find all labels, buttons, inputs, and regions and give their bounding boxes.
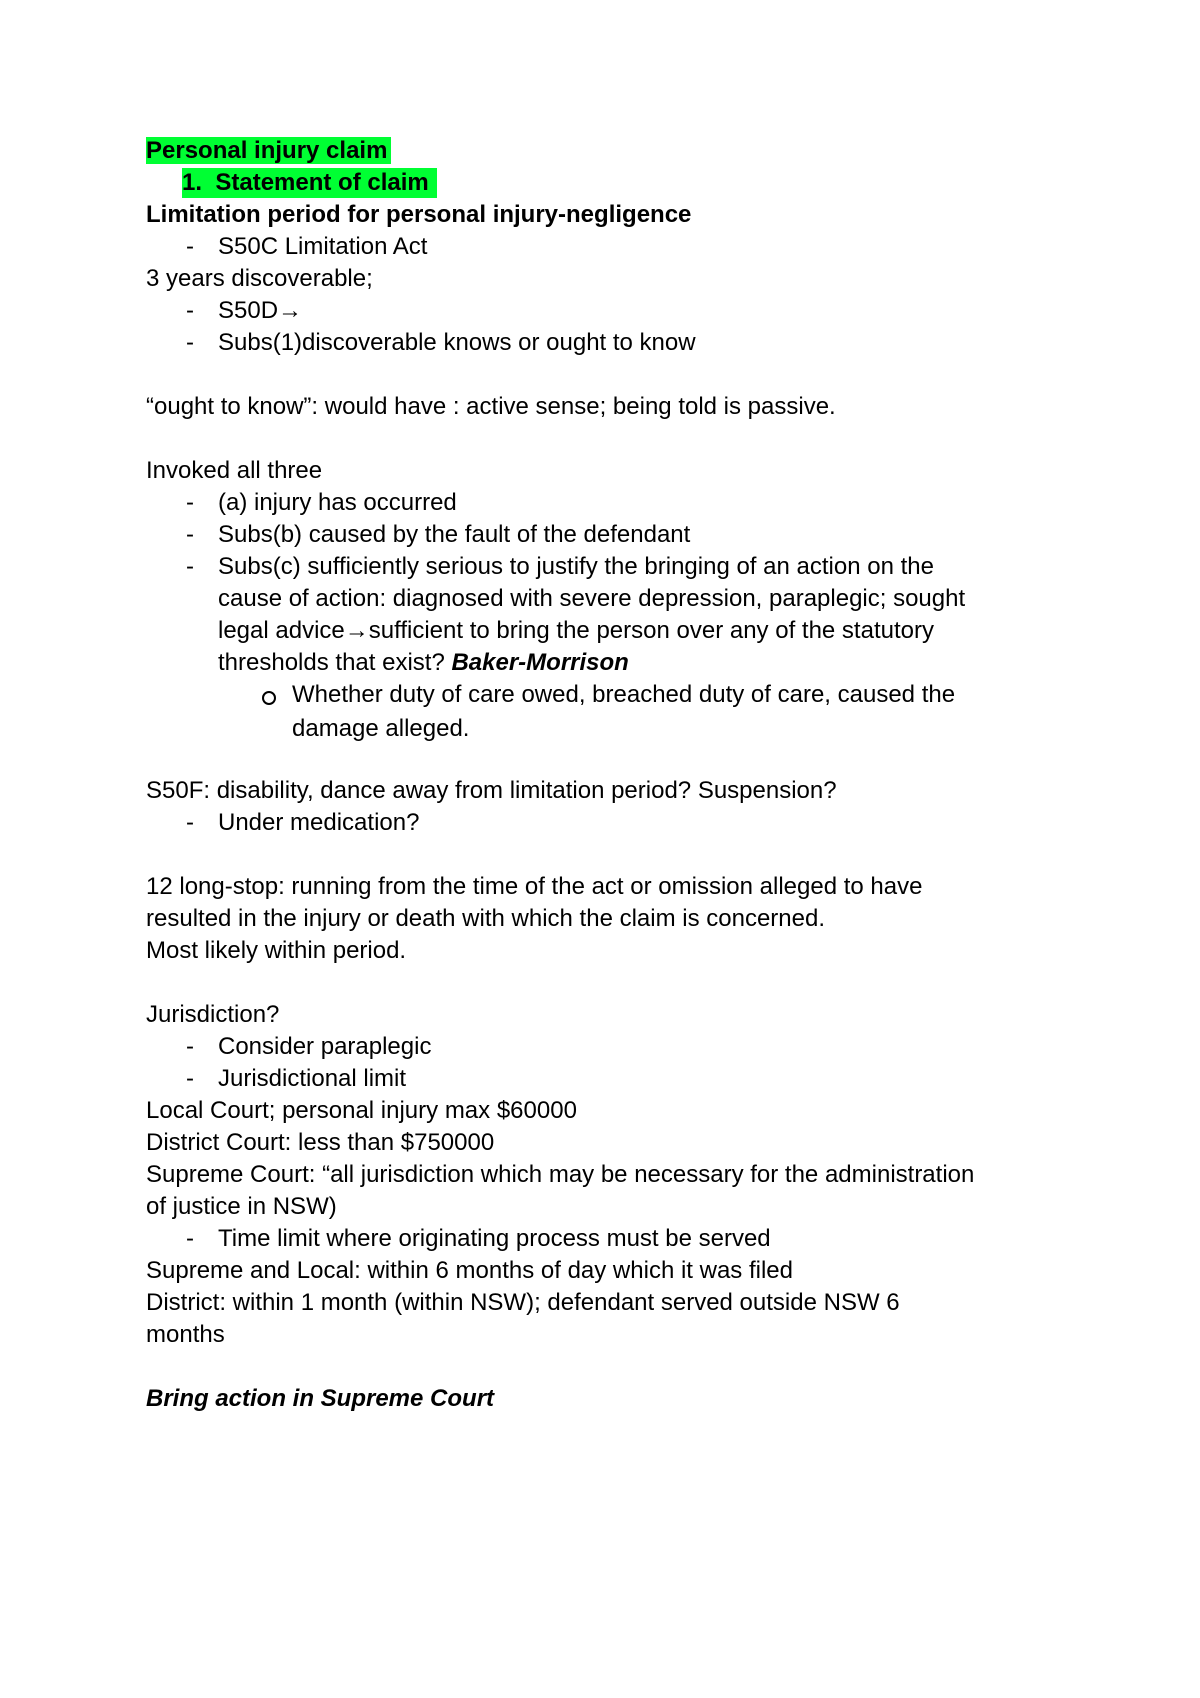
bullet-marker: - xyxy=(186,809,194,836)
supreme-court-line1: Supreme Court: “all jurisdiction which may be necessary for the administration xyxy=(146,1161,975,1188)
district-service-line2: months xyxy=(146,1321,225,1348)
bullet-marker: - xyxy=(186,233,194,260)
sub-bullet-line2: damage alleged. xyxy=(292,715,470,742)
bullet-b: Subs(b) caused by the fault of the defendant xyxy=(218,521,691,548)
bullet-c-line4 xyxy=(218,648,629,678)
bullet-jurisdictional-limit: Jurisdictional limit xyxy=(218,1065,407,1092)
supreme-court-line2: of justice in NSW) xyxy=(146,1193,337,1220)
heading-statement-of-claim xyxy=(182,168,437,198)
heading-text: Statement of claim xyxy=(215,169,429,196)
longstop-line2: resulted in the injury or death with which the claim is concerned. xyxy=(146,905,826,932)
heading-number: 1. xyxy=(182,169,203,196)
bullet-c-line2: cause of action: diagnosed with severe depression, paraplegic; sought xyxy=(218,585,966,612)
title-highlight: Personal injury claim xyxy=(146,137,391,164)
longstop-line1: 12 long-stop: running from the time of the act or omission alleged to have xyxy=(146,873,923,900)
three-years-text: 3 years discoverable; xyxy=(146,265,373,292)
s50f-text: S50F: disability, dance away from limitation period? Suspension? xyxy=(146,777,837,804)
circle-bullet-icon xyxy=(262,691,276,705)
ought-to-know-text: “ought to know”: would have : active sense; being told is passive. xyxy=(146,393,836,420)
invoked-text: Invoked all three xyxy=(146,457,323,484)
bullet-paraplegic: Consider paraplegic xyxy=(218,1033,432,1060)
bullet-marker: - xyxy=(186,329,194,356)
bullet-time-limit: Time limit where originating process must be served xyxy=(218,1225,771,1252)
bullet-s50d: S50D→ xyxy=(218,297,303,324)
supreme-local-text: Supreme and Local: within 6 months of day which it was filed xyxy=(146,1257,794,1284)
longstop-line3: Most likely within period. xyxy=(146,937,407,964)
limitation-heading: Limitation period for personal injury-negligence xyxy=(146,201,692,228)
bullet-marker: - xyxy=(186,297,194,324)
case-name: Baker-Morrison xyxy=(451,649,629,676)
bullet-marker: - xyxy=(186,1033,194,1060)
district-court-text: District Court: less than $750000 xyxy=(146,1129,495,1156)
bullet-marker: - xyxy=(186,489,194,516)
bullet-medication: Under medication? xyxy=(218,809,420,836)
local-court-text: Local Court; personal injury max $60000 xyxy=(146,1097,577,1124)
bullet-c-line3: legal advice→sufficient to bring the person over any of the statutory xyxy=(218,617,934,644)
bullet-subs1: Subs(1)discoverable knows or ought to know xyxy=(218,329,696,356)
bullet-c-line4-text: thresholds that exist? xyxy=(218,649,445,676)
bullet-s50c: S50C Limitation Act xyxy=(218,233,428,260)
bullet-marker: - xyxy=(186,553,194,580)
title xyxy=(146,136,391,166)
conclusion-text: Bring action in Supreme Court xyxy=(146,1385,495,1412)
bullet-marker: - xyxy=(186,1065,194,1092)
sub-bullet-line1: Whether duty of care owed, breached duty of care, caused the xyxy=(292,681,956,708)
bullet-marker: - xyxy=(186,1225,194,1252)
bullet-marker: - xyxy=(186,521,194,548)
district-service-line1: District: within 1 month (within NSW); defendant served outside NSW 6 xyxy=(146,1289,900,1316)
jurisdiction-text: Jurisdiction? xyxy=(146,1001,280,1028)
bullet-c-line1: Subs(c) sufficiently serious to justify the bringing of an action on the xyxy=(218,553,934,580)
bullet-a: (a) injury has occurred xyxy=(218,489,457,516)
